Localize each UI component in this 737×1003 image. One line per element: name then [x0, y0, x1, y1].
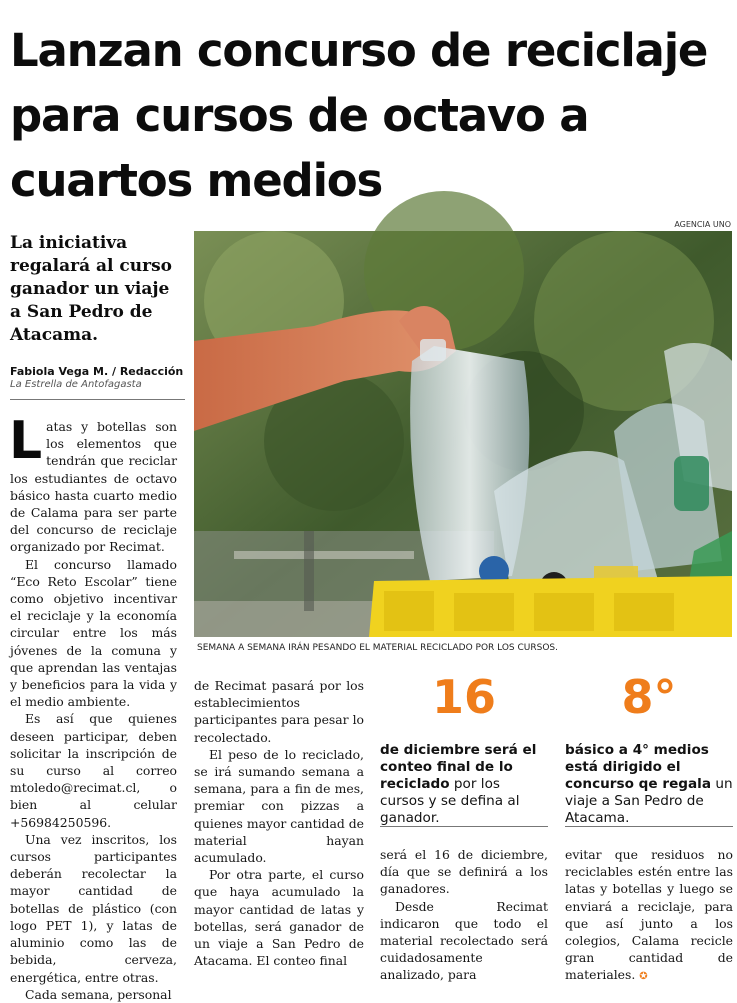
body-column-1	[9, 411, 177, 1002]
byline-outlet: La Estrella de Antofagasta	[10, 379, 142, 390]
photo-credit: AGENCIA UNO	[674, 220, 731, 229]
photo-caption: SEMANA A SEMANA IRÁN PESANDO EL MATERIAL RECICLADO POR LOS CURSOS.	[197, 643, 559, 653]
body-column-3	[380, 846, 548, 983]
body-paragraph: de Recimat pasará por los establecimientos participantes para pesar lo recolectado.	[194, 678, 364, 745]
body-column-2	[194, 677, 364, 970]
body-paragraph: Es así que quienes deseen participar, deben solicitar la inscripción de su curso al correo mtoledo@recimat.cl, o bien al celular +56984250596.	[10, 711, 177, 830]
body-paragraph: Una vez inscritos, los cursos participantes deberán recolectar la mayor cantidad de botellas de plástico (con logo PET 1), y latas de aluminio como las de bebida, cerveza, energética, entre otras.	[10, 831, 177, 985]
body-paragraph: El peso de lo reciclado, se irá sumando semana a semana, para a fin de mes, premiar con pizzas a quienes mayor cantidad de material hayan acumulado.	[194, 746, 364, 866]
body-paragraph: evitar que residuos no reciclables estén entre las latas y botellas y luego se enviará a reciclaje, para que así junto a los colegios, Calama recicle gran cantidad de materiales. ✪	[565, 847, 733, 983]
end-mark-icon: ✪	[639, 971, 648, 983]
stat-divider	[565, 826, 733, 827]
body-paragraph: Latas y botellas son los elementos que tendrán que reciclar los estudiantes de octavo básico hasta cuarto medio de Calama para ser parte del concurso de reciclaje organizado por Recimat.	[9, 411, 177, 555]
article-summary: La iniciativa regalará al curso ganador un viaje a San Pedro de Atacama.	[10, 233, 173, 345]
body-paragraph: El concurso llamado “Eco Reto Escolar” tiene como objetivo incentivar el reciclaje y la economía circular entre los más jóvenes de la comuna y que aprendan las ventajas y beneficios para la vida y el medio ambiente.	[10, 556, 177, 710]
body-paragraph: Desde Recimat indicaron que todo el material recolectado será cuidadosamente analizado, para	[380, 898, 548, 983]
stat-number-16: 16	[431, 670, 496, 724]
byline	[10, 365, 188, 391]
article-photo	[194, 231, 732, 637]
stat-text-16: de diciembre será el conteo final de lo reciclado por los cursos y se defina al ganador.	[380, 742, 537, 826]
body-column-4	[565, 846, 733, 983]
byline-divider	[10, 399, 185, 400]
body-paragraph: Cada semana, personal	[25, 986, 172, 1002]
byline-author: Fabiola Vega M. / Redacción	[10, 365, 184, 378]
body-paragraph: Por otra parte, el curso que haya acumulado la mayor cantidad de latas y botellas, será ganador de un viaje a San Pedro de Atacama. El conteo final	[194, 867, 364, 969]
headline: Lanzan concurso de reciclaje para cursos de octavo a cuartos medios	[10, 24, 708, 207]
drop-cap: L	[9, 411, 43, 471]
stat-divider	[380, 826, 548, 827]
stat-text-8: básico a 4° medios está dirigido el concurso qe regala un viaje a San Pedro de Atacama.	[565, 742, 733, 826]
recycling-photo-illustration	[194, 231, 732, 637]
body-paragraph: será el 16 de diciembre, día que se definirá a los ganadores.	[380, 847, 548, 897]
stat-number-8: 8°	[621, 670, 677, 724]
